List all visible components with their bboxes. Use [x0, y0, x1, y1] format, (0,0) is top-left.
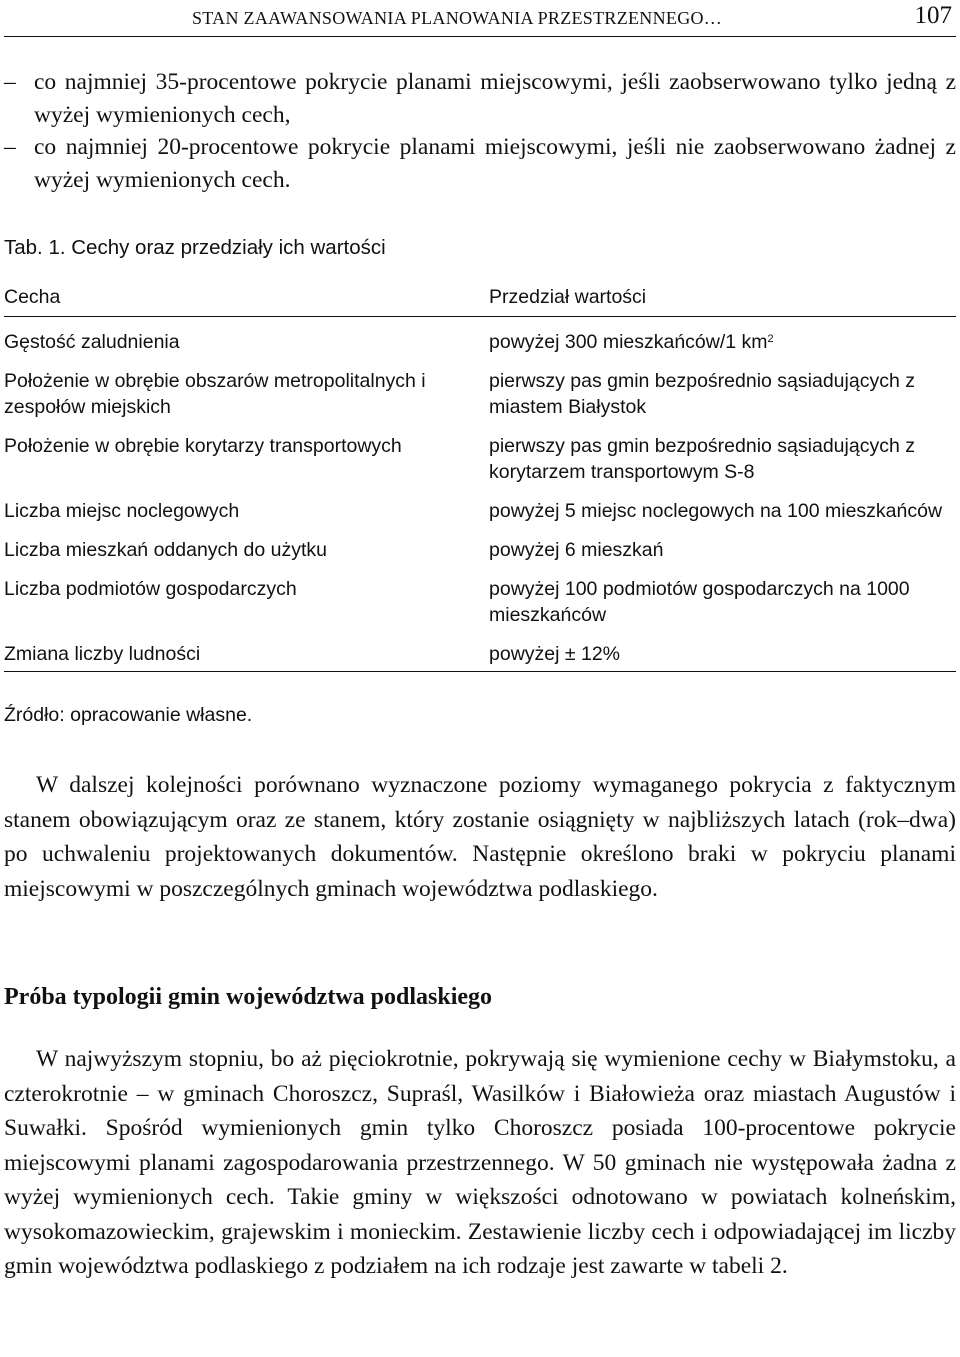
- column-header-feature: Cecha: [4, 284, 489, 317]
- paragraph-text: W dalszej kolejności porównano wyznaczone poziomy wymaganego pokrycia z faktycznym stanem obowiązującym oraz ze stanem, który zostanie osiągnięty w najbliższych latach (rok–dwa) po uchwaleniu projektowanych dokumentów. Następnie określono braki w pokryciu planami miejscowymi w poszczególnych gminach województwa podlaskiego.: [4, 772, 956, 902]
- range-cell: powyżej ± 12%: [489, 628, 956, 672]
- list-item-text: co najmniej 20-procentowe pokrycie planami miejscowymi, jeśli nie zaobserwowano żadnej z wyżej wymienionych cech.: [34, 134, 956, 193]
- table-header-row: [4, 284, 956, 317]
- range-cell: powyżej 5 miejsc noclegowych na 100 mieszkańców: [489, 500, 943, 522]
- list-dash: –: [4, 69, 16, 95]
- range-cell: [489, 317, 956, 356]
- body-paragraph: [4, 1042, 956, 1284]
- paragraph-text: W najwyższym stopniu, bo aż pięciokrotnie, pokrywają się wymienione cechy w Białymstoku, a czterokrotnie – w gminach Choroszcz, Supraśl, Wasilków i Białowieża oraz miastach Augustów i Suwałki. Spośród wymienionych gmin tylko Choroszcz posiada 100-procentowe pokrycie miejscowymi planami zagospodarowania przestrzennego. W 50 gminach nie występowała żadna z wyżej wymienionych cech. Takie gminy w większości odnotowano w powiatach kolneńskim, wysokomazowieckim, grajewskim i monieckim. Zestawienie liczby cech i odpowiadającej im liczby gmin województwa podlaskiego z podziałem na ich rodzaje jest zawarte w tabeli 2.: [4, 1046, 956, 1279]
- criteria-list: [4, 66, 956, 196]
- list-item: [4, 66, 956, 131]
- page-number: 107: [914, 2, 952, 29]
- feature-cell: Liczba mieszkań oddanych do użytku: [4, 539, 328, 561]
- table-row: [4, 563, 956, 628]
- table-row: [4, 420, 956, 485]
- feature-cell: Położenie w obrębie obszarów metropolitalnych i zespołów miejskich: [4, 370, 426, 418]
- range-cell: pierwszy pas gmin bezpośrednio sąsiadujących z miastem Białystok: [489, 370, 915, 418]
- table-caption: Tab. 1. Cechy oraz przedziały ich wartości: [4, 236, 386, 259]
- range-cell: powyżej 100 podmiotów gospodarczych na 1000 mieszkańców: [489, 578, 910, 626]
- table-row: [4, 485, 956, 524]
- range-text: powyżej 300 mieszkańców/1 km: [489, 331, 768, 353]
- column-header-range: Przedział wartości: [489, 284, 956, 317]
- feature-cell: Zmiana liczby ludności: [4, 628, 489, 672]
- section-heading: Próba typologii gmin województwa podlaskiego: [4, 984, 493, 1010]
- table-row: [4, 355, 956, 420]
- feature-cell: Liczba miejsc noclegowych: [4, 500, 240, 522]
- list-dash: –: [4, 134, 16, 160]
- table-row: [4, 524, 956, 563]
- superscript: 2: [767, 333, 774, 345]
- header-rule: [4, 36, 956, 37]
- features-table: [4, 284, 956, 672]
- range-cell: powyżej 6 mieszkań: [489, 539, 664, 561]
- feature-cell: Położenie w obrębie korytarzy transportowych: [4, 435, 402, 457]
- table-row: [4, 317, 956, 356]
- table-row: [4, 628, 956, 672]
- body-paragraph: [4, 768, 956, 906]
- page-header: [0, 0, 960, 40]
- range-cell: pierwszy pas gmin bezpośrednio sąsiadujących z korytarzem transportowym S-8: [489, 435, 915, 483]
- table-source-note: Źródło: opracowanie własne.: [4, 704, 253, 726]
- list-item-text: co najmniej 35-procentowe pokrycie planami miejscowymi, jeśli zaobserwowano tylko jedną z wyżej wymienionych cech,: [34, 69, 956, 128]
- list-item: [4, 131, 956, 196]
- running-title: STAN ZAAWANSOWANIA PLANOWANIA PRZESTRZENNEGO…: [192, 8, 723, 28]
- feature-cell: Gęstość zaludnienia: [4, 331, 180, 353]
- feature-cell: Liczba podmiotów gospodarczych: [4, 578, 297, 600]
